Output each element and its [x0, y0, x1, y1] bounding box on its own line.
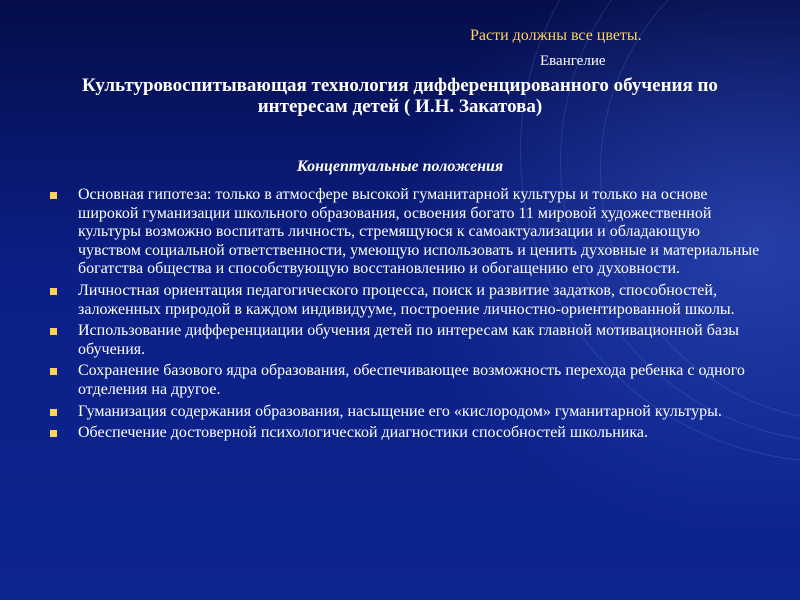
list-item — [48, 282, 760, 319]
slide-title: Культуровоспитывающая технология дифференцированного обучения по интересам детей ( И.Н. Закатова) — [82, 75, 718, 117]
list-item — [48, 322, 760, 359]
epigraph-quote: Расти должны все цветы. — [470, 27, 642, 44]
list-item — [48, 186, 760, 279]
square-bullet-icon — [50, 288, 57, 295]
list-item — [48, 424, 760, 443]
list-item — [48, 403, 760, 422]
list-item-text: Сохранение базового ядра образования, обеспечивающее возможность перехода ребенка с одного отделения на другое. — [78, 362, 745, 398]
list-item-text: Использование дифференциации обучения детей по интересам как главной мотивационной базы обучения. — [78, 322, 740, 358]
concept-points-list — [48, 186, 760, 446]
list-item-text: Основная гипотеза: только в атмосфере высокой гуманитарной культуры и только на основе широкой гуманизации школьного образования, освоения богато 11 мировой художественной культуры возможно воспитать личность, стремящуюся к самоактуализации и обладающую чувством социальной ответственности, умеющую использовать и ценить духовные и материальные богатства общества и способствующую восстановлению и обогащению его духовности. — [78, 186, 760, 278]
square-bullet-icon — [50, 409, 57, 416]
epigraph-source: Евангелие — [540, 53, 606, 69]
list-item-text: Гуманизация содержания образования, насыщение его «кислородом» гуманитарной культуры. — [78, 402, 722, 420]
square-bullet-icon — [50, 368, 57, 375]
list-item-text: Обеспечение достоверной психологической диагностики способностей школьника. — [78, 424, 648, 442]
square-bullet-icon — [50, 430, 57, 437]
square-bullet-icon — [50, 328, 57, 335]
list-item — [48, 362, 760, 399]
square-bullet-icon — [50, 192, 57, 199]
slide-subtitle: Концептуальные положения — [296, 158, 504, 175]
list-item-text: Личностная ориентация педагогического процесса, поиск и развитие задатков, способностей, заложенных природой в каждом индивидууме, построение личностно-ориентированной школы. — [78, 281, 735, 318]
